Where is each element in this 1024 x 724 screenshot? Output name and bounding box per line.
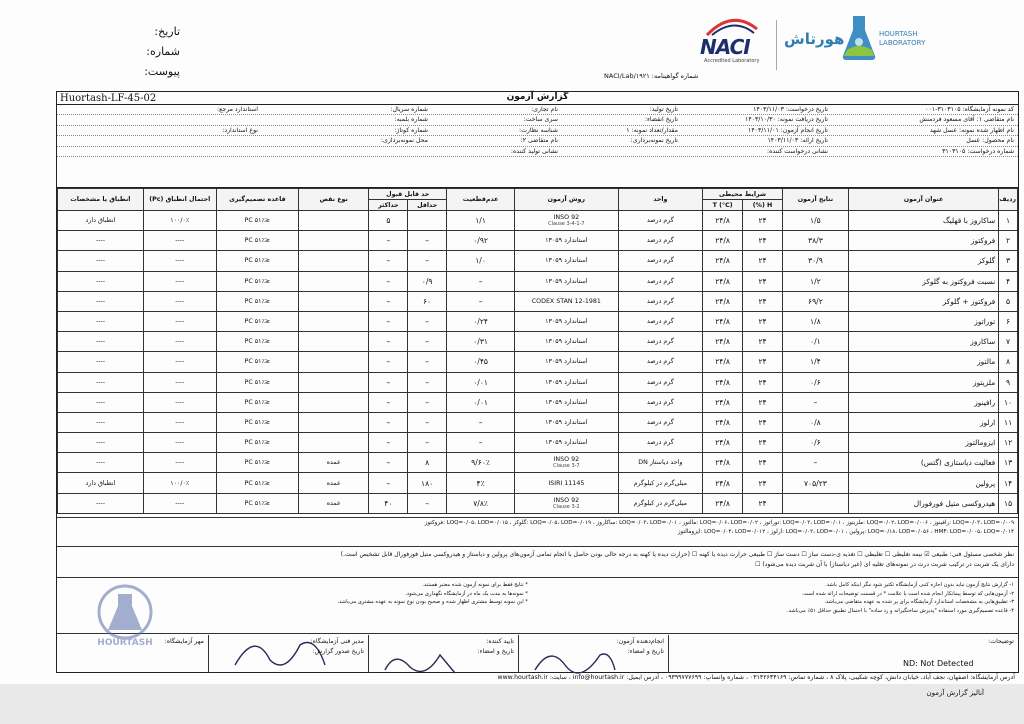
conformity: ---- xyxy=(58,251,144,271)
unit: میلی‌گرم در کیلوگرم xyxy=(618,473,703,493)
col-conform: انطباق یا مشخصات xyxy=(58,189,144,211)
test-name: نسبت فروکتوز به گلوکز xyxy=(848,271,998,291)
defect-type xyxy=(298,311,369,331)
temperature: ۲۴/۸ xyxy=(703,412,743,432)
decision-rule: ≤PC ۵۱٪ xyxy=(216,352,298,372)
conformity: ---- xyxy=(58,311,144,331)
technical-opinion xyxy=(57,548,1018,578)
temperature: ۲۴/۸ xyxy=(703,291,743,311)
table-row xyxy=(58,412,1018,432)
defect-type xyxy=(298,433,369,453)
row-number: ۱۰ xyxy=(999,392,1018,412)
test-name: ساکاروز xyxy=(848,332,998,352)
table-row xyxy=(58,493,1018,513)
conformity: ---- xyxy=(58,372,144,392)
uncertainty: ۰/۴۵ xyxy=(447,352,515,372)
decision-rule: ≤PC ۵۱٪ xyxy=(216,311,298,331)
uncertainty: – xyxy=(447,291,515,311)
conformity-probability: ۱۰۰/۰٪ xyxy=(143,211,216,231)
limit-min: – xyxy=(408,372,447,392)
table-row xyxy=(58,311,1018,331)
limit-min: – xyxy=(408,392,447,412)
limit-min: – xyxy=(408,493,447,513)
test-method: استاندارد ۱۳۰۵۹ xyxy=(515,271,618,291)
info-row-5: شماره درخواست: ۳۱۰۳۱۰۵ نشانی درخواست کننده: نشانی تولید کننده: xyxy=(57,147,1018,157)
test-method: استاندارد ۱۳۰۵۹ xyxy=(515,231,618,251)
col-limit: حد قابل قبول xyxy=(369,189,447,200)
table-row xyxy=(58,211,1018,231)
decision-rule: ≤PC ۵۱٪ xyxy=(216,372,298,392)
row-number: ۱۲ xyxy=(999,433,1018,453)
temperature: ۲۴/۸ xyxy=(703,392,743,412)
table-header-row-1 xyxy=(58,189,1018,200)
humidity: ۲۴ xyxy=(743,352,783,372)
temperature: ۲۴/۸ xyxy=(703,453,743,473)
decision-rule: ≤PC ۵۱٪ xyxy=(216,493,298,513)
table-row xyxy=(58,473,1018,493)
limit-min xyxy=(408,211,447,231)
table-row xyxy=(58,332,1018,352)
row-number: ۱۱ xyxy=(999,412,1018,432)
limit-max: ۵ xyxy=(369,211,408,231)
conformity-probability: ---- xyxy=(143,271,216,291)
test-method: استاندارد ۱۳۰۵۹ xyxy=(515,311,618,331)
test-name: ملزیتوز xyxy=(848,372,998,392)
row-number: ۱ xyxy=(999,211,1018,231)
hourtash-fa-name: هورتاش xyxy=(784,30,845,48)
limit-max: – xyxy=(369,473,408,493)
limit-max: – xyxy=(369,271,408,291)
test-result: ۱/۲ xyxy=(783,271,849,291)
col-name: عنوان آزمون xyxy=(848,189,998,211)
row-number: ۴ xyxy=(999,271,1018,291)
test-name: ساکاروز با قهلیگ xyxy=(848,211,998,231)
test-name: ایزومالتوز xyxy=(848,433,998,453)
conformity-probability: ---- xyxy=(143,493,216,513)
humidity: ۲۴ xyxy=(743,412,783,432)
test-result: ۰/۶ xyxy=(783,372,849,392)
approver-cell: تایید کننده: تاریخ و امضاء: xyxy=(368,635,518,673)
temperature: ۲۴/۸ xyxy=(703,211,743,231)
performer-cell: انجام‌دهنده آزمون: تاریخ و امضاء: xyxy=(518,635,668,673)
test-result xyxy=(783,493,849,513)
defect-type xyxy=(298,271,369,291)
table-row xyxy=(58,352,1018,372)
limit-max: – xyxy=(369,372,408,392)
attachment-label: پیوست: xyxy=(144,65,180,78)
hourtash-en-name: HOURTASH LABORATORY xyxy=(879,30,926,47)
humidity: ۲۴ xyxy=(743,231,783,251)
uncertainty: – xyxy=(447,412,515,432)
naci-subtitle: Accredited Laboratory xyxy=(704,58,760,64)
unit: گرم درصد xyxy=(618,211,703,231)
unit: گرم درصد xyxy=(618,311,703,331)
col-env: شرایط محیطی xyxy=(703,189,783,200)
info-row-2: نام متقاضی ۱: آقای مسعود فردمنش تاریخ دریافت نمونه: ۱۴۰۳/۱۰/۳۰ تاریخ انقضاء: سری ساخت: شماره بلمبه: xyxy=(57,115,1018,125)
temperature: ۲۴/۸ xyxy=(703,332,743,352)
test-name: گلوکز xyxy=(848,251,998,271)
test-result: ۱/۸ xyxy=(783,311,849,331)
row-number: ۵ xyxy=(999,291,1018,311)
limit-min: – xyxy=(408,433,447,453)
limit-min: – xyxy=(408,251,447,271)
row-number: ۱۵ xyxy=(999,493,1018,513)
humidity: ۲۴ xyxy=(743,211,783,231)
info-row-4: نام محصول: عسل تاریخ ارائه: ۱۴۰۳/۱۱/۰۳ تاریخ نمونه‌برداری: نام متقاضی ۲: محل نمونه‌برداری: xyxy=(57,136,1018,146)
test-result: ۳۰/۹ xyxy=(783,251,849,271)
uncertainty: ۰/۹۲ xyxy=(447,231,515,251)
conformity: ---- xyxy=(58,231,144,251)
info-row-3: نام اظهار شده نمونه: عسل شهد تاریخ انجام آزمون: ۱۴۰۳/۱۱/۰۱ مقدار/تعداد نمونه: ۱ شناسه نظارت: شماره کوتاژ: نوع استاندارد: xyxy=(57,126,1018,136)
defect-type: عمده xyxy=(298,493,369,513)
limit-max: – xyxy=(369,332,408,352)
defect-type: عمده xyxy=(298,453,369,473)
test-method: استاندارد ۱۳۰۵۹ xyxy=(515,251,618,271)
defect-type xyxy=(298,211,369,231)
unit: گرم درصد xyxy=(618,332,703,352)
limit-min: ۶۰ xyxy=(408,291,447,311)
row-number: ۶ xyxy=(999,311,1018,331)
humidity: ۲۴ xyxy=(743,493,783,513)
uncertainty: – xyxy=(447,433,515,453)
humidity: ۲۴ xyxy=(743,473,783,493)
limit-min: ۱۸۰ xyxy=(408,473,447,493)
notes-left: * نتایج فقط برای نمونه آزمون شده معتبر هستند. * نمونه‌ها به مدت یک ماه در آزمایشگاه نگهداری می‌شود. * این نمونه توسط مشتری اظهار شده و صحیح بودن نوع نمونه به عهده مشتری می‌باشد. xyxy=(337,582,528,605)
table-row xyxy=(58,291,1018,311)
col-pc: احتمال انطباق (Pc) xyxy=(143,189,216,211)
test-name: ارلوز xyxy=(848,412,998,432)
stamp-flask-icon xyxy=(80,580,170,640)
test-result: ۷۰۵/۲۳ xyxy=(783,473,849,493)
sample-info xyxy=(57,105,1018,188)
decision-rule: ≤PC ۵۱٪ xyxy=(216,251,298,271)
report-notes xyxy=(57,579,1018,634)
uncertainty: ۱/۰ xyxy=(447,251,515,271)
test-result: – xyxy=(783,392,849,412)
defect-type xyxy=(298,251,369,271)
table-body xyxy=(58,211,1018,514)
humidity: ۲۴ xyxy=(743,251,783,271)
humidity: ۲۴ xyxy=(743,372,783,392)
date-label: تاریخ: xyxy=(154,25,180,38)
report-title-row xyxy=(57,92,1018,105)
manager-cell: مدیر فنی آزمایشگاه: تاریخ صدور گزارش: xyxy=(208,635,368,673)
decision-rule: ≤PC ۵۱٪ xyxy=(216,453,298,473)
decision-rule: ≤PC ۵۱٪ xyxy=(216,433,298,453)
defect-type xyxy=(298,332,369,352)
col-rule: قاعده تصمیم‌گیری xyxy=(216,189,298,211)
info-row-1: کد نمونه آزمایشگاه: ۳۱۰۳۱۰۵-۰۰۱ تاریخ درخواست: ۱۴۰۳/۱۱/۰۳ تاریخ تولید: نام تجاری: شماره سریال: استاندارد مرجع: xyxy=(57,105,1018,115)
conformity: ---- xyxy=(58,352,144,372)
limit-max: – xyxy=(369,231,408,251)
conformity: ---- xyxy=(58,412,144,432)
comments-label: توضیحات: xyxy=(988,638,1014,645)
col-result: نتایج آزمون xyxy=(783,189,849,211)
defect-type xyxy=(298,412,369,432)
test-method: INSO 92 Clause 3-4-1-7 xyxy=(515,211,618,231)
hourtash-logo xyxy=(784,12,926,77)
humidity: ۲۴ xyxy=(743,392,783,412)
row-number: ۱۳ xyxy=(999,453,1018,473)
row-number: ۲ xyxy=(999,231,1018,251)
test-name: مالتوز xyxy=(848,352,998,372)
temperature: ۲۴/۸ xyxy=(703,231,743,251)
test-result: ۰/۱ xyxy=(783,332,849,352)
temperature: ۲۴/۸ xyxy=(703,493,743,513)
test-method: استاندارد ۱۳۰۵۹ xyxy=(515,412,618,432)
test-result: ۱/۴ xyxy=(783,352,849,372)
conformity: ---- xyxy=(58,332,144,352)
test-name: رافینوز xyxy=(848,392,998,412)
humidity: ۲۴ xyxy=(743,433,783,453)
limit-min: – xyxy=(408,352,447,372)
col-max: حداکثر xyxy=(369,200,408,211)
test-name: پرولین xyxy=(848,473,998,493)
uncertainty: ۰/۰۱ xyxy=(447,372,515,392)
row-number: ۸ xyxy=(999,352,1018,372)
unit: میلی‌گرم در کیلوگرم xyxy=(618,493,703,513)
test-result: – xyxy=(783,453,849,473)
conformity-probability: ---- xyxy=(143,311,216,331)
unit: گرم درصد xyxy=(618,352,703,372)
lab-stamp xyxy=(80,580,170,675)
conformity: ---- xyxy=(58,271,144,291)
uncertainty: ۹/۶۰٪ xyxy=(447,453,515,473)
unit: گرم درصد xyxy=(618,392,703,412)
humidity: ۲۴ xyxy=(743,291,783,311)
humidity: ۲۴ xyxy=(743,453,783,473)
conformity-probability: ---- xyxy=(143,352,216,372)
temperature: ۲۴/۸ xyxy=(703,352,743,372)
test-result: ۳۸/۳ xyxy=(783,231,849,251)
certificate-number: شماره گواهینامه: NACI/Lab/۱۹۲۱ xyxy=(604,72,699,80)
bottom-band xyxy=(0,684,1024,724)
test-method: INSO 92 Clause 3-2 xyxy=(515,493,618,513)
conformity: ---- xyxy=(58,392,144,412)
defect-type: عمده xyxy=(298,473,369,493)
humidity: ۲۴ xyxy=(743,332,783,352)
limit-max: – xyxy=(369,412,408,432)
col-row: ردیف xyxy=(999,189,1018,211)
unit: گرم درصد xyxy=(618,271,703,291)
nd-legend: ND: Not Detected xyxy=(903,659,974,668)
naci-arc-icon xyxy=(702,15,762,37)
test-method: استاندارد ۱۳۰۵۹ xyxy=(515,392,618,412)
table-row xyxy=(58,392,1018,412)
test-method: استاندارد ۱۳۰۵۹ xyxy=(515,332,618,352)
conformity-probability: ---- xyxy=(143,231,216,251)
decision-rule: ≤PC ۵۱٪ xyxy=(216,291,298,311)
test-name: فروکتوز xyxy=(848,231,998,251)
row-number: ۱۴ xyxy=(999,473,1018,493)
temperature: ۲۴/۸ xyxy=(703,372,743,392)
table-row xyxy=(58,453,1018,473)
test-method: استاندارد ۱۳۰۵۹ xyxy=(515,352,618,372)
limit-max: – xyxy=(369,392,408,412)
col-uncert: عدم‌قطعیت xyxy=(447,189,515,211)
decision-rule: ≤PC ۵۱٪ xyxy=(216,332,298,352)
limit-max: ۴۰ xyxy=(369,493,408,513)
uncertainty: ۱/۱ xyxy=(447,211,515,231)
col-t: T (°C) xyxy=(703,200,743,211)
temperature: ۲۴/۸ xyxy=(703,433,743,453)
test-name: فعالیت دیاستازی (گتس) xyxy=(848,453,998,473)
report-frame xyxy=(56,91,1019,673)
logo-separator xyxy=(776,20,777,70)
col-defect: نوع نقص xyxy=(298,189,369,211)
conformity-probability: ---- xyxy=(143,332,216,352)
limit-max: – xyxy=(369,311,408,331)
notes-right: ۱- گزارش نتایج آزمون نباید بدون اجازه کتبی آزمایشگاه تکثیر شود مگر اینکه کامل باشد. ۲- آزمون‌هایی که توسط پیمانکار انجام شده است با علامت * در قسمت توضیحات ارائه شده است. ۳- تطبیق‌هایی به مشخصات استاندارد آزمایشگاه برای پر شده به عهده متقاضی می‌باشد. ۴- قاعده تصمیم‌گیری مورد استفاده "پذیرش ساختگیرانه و رد ساده" با احتمال تطبیق حداقل ۵۱٪ می‌باشد. xyxy=(786,582,1014,614)
temperature: ۲۴/۸ xyxy=(703,311,743,331)
test-result: ۰/۶ xyxy=(783,433,849,453)
col-h: H (%) xyxy=(743,200,783,211)
test-result: ۱/۵ xyxy=(783,211,849,231)
test-name: فروکتوز + گلوکز xyxy=(848,291,998,311)
results-table xyxy=(57,188,1018,514)
unit: گرم درصد xyxy=(618,372,703,392)
temperature: ۲۴/۸ xyxy=(703,473,743,493)
row-number: ۷ xyxy=(999,332,1018,352)
uncertainty: ۷/۸٪ xyxy=(447,493,515,513)
unit: گرم درصد xyxy=(618,433,703,453)
decision-rule: ≤PC ۵۱٪ xyxy=(216,271,298,291)
uncertainty: ۰/۳۱ xyxy=(447,332,515,352)
lab-contact-footer: آدرس آزمایشگاه: اصفهان، نجف آباد، خیابان دانش، کوچه شکیبی، پلاک ۸ ، شماره تماس: ۰۳۱۴۲۶۳۴۱۶۹ ، شماره واتساپ: ۰۹۳۹۹۷۷۷۶۹۹ ، آدرس ایمیل: info@hourtash.ir ، سایت: www.hourtash.ir xyxy=(497,674,1015,681)
test-method: CODEX STAN 12-1981 xyxy=(515,291,618,311)
conformity: ---- xyxy=(58,493,144,513)
conformity-probability: ---- xyxy=(143,372,216,392)
uncertainty: – xyxy=(447,271,515,291)
decision-rule: ≤PC ۵۱٪ xyxy=(216,231,298,251)
limit-min: – xyxy=(408,311,447,331)
decision-rule: ≤PC ۵۱٪ xyxy=(216,473,298,493)
uncertainty: ۰/۲۴ xyxy=(447,311,515,331)
humidity: ۲۴ xyxy=(743,271,783,291)
table-row xyxy=(58,251,1018,271)
defect-type xyxy=(298,291,369,311)
limit-max: – xyxy=(369,291,408,311)
limit-min: ۰/۹ xyxy=(408,271,447,291)
unit: گرم درصد xyxy=(618,251,703,271)
stamp-label: HOURTASH xyxy=(97,638,153,648)
unit: گرم درصد xyxy=(618,231,703,251)
unit: گرم درصد xyxy=(618,291,703,311)
conformity-probability: ---- xyxy=(143,433,216,453)
table-row xyxy=(58,372,1018,392)
defect-type xyxy=(298,352,369,372)
limit-min: – xyxy=(408,332,447,352)
seal-cell: مهر آزمایشگاه: xyxy=(164,638,204,645)
naci-wordmark: NACI xyxy=(700,35,750,59)
decision-rule: ≤PC ۵۱٪ xyxy=(216,412,298,432)
test-name: توراتوز xyxy=(848,311,998,331)
limit-max: – xyxy=(369,433,408,453)
opinion-line-2: دارای یک شربت در ترکیب شربت درت در نمونه‌های تغلیه ای (غیر دیاستاز) با آن شربت دیده می‌شود) ☐ xyxy=(755,561,1014,568)
limit-max: – xyxy=(369,453,408,473)
row-number: ۳ xyxy=(999,251,1018,271)
conformity-probability: ۱۰۰/۰٪ xyxy=(143,473,216,493)
conformity-probability: ---- xyxy=(143,453,216,473)
table-row xyxy=(58,271,1018,291)
uncertainty: ۴٪ xyxy=(447,473,515,493)
uncertainty: ۰/۰۱ xyxy=(447,392,515,412)
test-method: INSO 92 Clause 3-7 xyxy=(515,453,618,473)
conformity: انطباق دارد xyxy=(58,473,144,493)
test-method: ISIRI 11145 xyxy=(515,473,618,493)
limit-min: – xyxy=(408,231,447,251)
conformity: انطباق دارد xyxy=(58,211,144,231)
test-result: ۶۹/۲ xyxy=(783,291,849,311)
limit-max: – xyxy=(369,352,408,372)
decision-rule: ≤PC ۵۱٪ xyxy=(216,392,298,412)
corner-labels xyxy=(120,22,180,82)
conformity: ---- xyxy=(58,291,144,311)
row-number: ۹ xyxy=(999,372,1018,392)
test-method: استاندارد ۱۳۰۵۹ xyxy=(515,433,618,453)
conformity: ---- xyxy=(58,453,144,473)
bottom-band-label: آنالیز گزارش آزمون xyxy=(926,689,984,697)
limit-max: – xyxy=(369,251,408,271)
conformity-probability: ---- xyxy=(143,251,216,271)
loq-lod-notes: فروکتوز: LOQ=۰/۰۵، LOD=۰/۰۱۵ ، گلوکز: LOQ=۰/۰۵، LOD=۰/۰۱۹ ، ساکاروز: LOQ=۰/۰۳، LOD=۰/۰۱ ، مالتوز: LOQ=۰/۰۶، LOD=۰/۰۲ ، توراتوز: LOQ=۰/۰۳، LOD=۰/۰۱ ، ملزیتوز: LOQ=۰/۰۲، LOD=۰/۰۰۶ ، رافینوز: LOQ=۰/۰۳، LOD=۰/۰۰۹ ایزومالتوز: LOQ=۰/۰۴، LOD=۰/۰۱۲ ، ارلوز: LOQ=۰/۰۳، LOD=۰/۰۱ ، پرولین: LOQ=۰/۱۸، LOD=۰/۰۵۶ ، HMF: LOD=۰/۰۰۵، LOQ=۰/۰۱۴ xyxy=(57,517,1018,547)
form-code: Huortash-LF-45-02 xyxy=(60,93,157,104)
report-title: گزارش آزمون xyxy=(506,92,569,102)
conformity-probability: ---- xyxy=(143,291,216,311)
defect-type xyxy=(298,392,369,412)
defect-type xyxy=(298,231,369,251)
table-row xyxy=(58,433,1018,453)
opinion-line-1: نظر شخصی مسئول فنی: طبیعی ☑ نیمه تغلیظی ☐ تغلیظی ☐ تغذیه ی-دست ساز ☐ دست ساز ☐ طبیعی حرارت دیده یا کهنه ☐ (حرارت دیده یا کهنه به درجه حالی بودن حاصل با انجام تمامی آزمون‌های پرولین و دیاستاز و هیدروکسی متیل فورفورال قابل تشخیص است.) xyxy=(340,551,1014,558)
col-min: حداقل xyxy=(408,200,447,211)
conformity: ---- xyxy=(58,433,144,453)
humidity: ۲۴ xyxy=(743,311,783,331)
conformity-probability: ---- xyxy=(143,412,216,432)
col-unit: واحد xyxy=(618,189,703,211)
test-name: هیدروکسی متیل فورفورال xyxy=(848,493,998,513)
unit: واحد دیاستاز DN xyxy=(618,453,703,473)
naci-logo xyxy=(690,15,770,70)
table-row xyxy=(58,231,1018,251)
number-label: شماره: xyxy=(146,45,180,58)
temperature: ۲۴/۸ xyxy=(703,251,743,271)
conformity-probability: ---- xyxy=(143,392,216,412)
limit-min: ۸ xyxy=(408,453,447,473)
unit: گرم درصد xyxy=(618,412,703,432)
limit-min: – xyxy=(408,412,447,432)
test-result: ۰/۸ xyxy=(783,412,849,432)
col-method: روش آزمون xyxy=(515,189,618,211)
flask-icon xyxy=(839,12,879,62)
temperature: ۲۴/۸ xyxy=(703,271,743,291)
decision-rule: ≤PC ۵۱٪ xyxy=(216,211,298,231)
manager-signature xyxy=(230,630,330,675)
test-method: استاندارد ۱۳۰۵۹ xyxy=(515,372,618,392)
defect-type xyxy=(298,372,369,392)
